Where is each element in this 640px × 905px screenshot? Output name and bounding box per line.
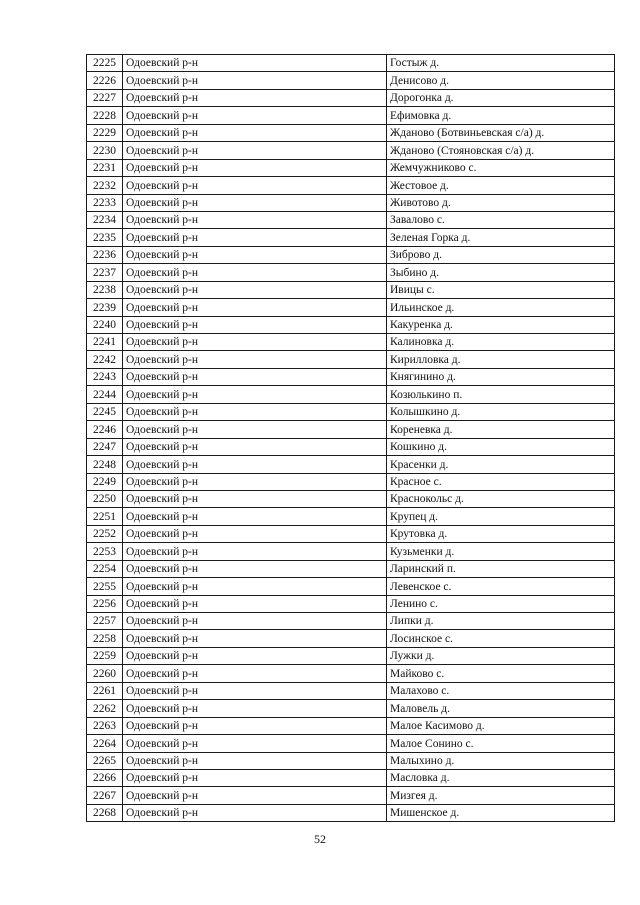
- district-cell: Одоевский р-н: [123, 421, 387, 438]
- row-number-cell: 2244: [87, 386, 123, 403]
- row-number-cell: 2238: [87, 281, 123, 298]
- district-cell: Одоевский р-н: [123, 525, 387, 542]
- table-row: [87, 107, 615, 124]
- table-row: [87, 543, 615, 560]
- table-row: [87, 281, 615, 298]
- locality-cell: Крупец д.: [387, 508, 615, 525]
- district-cell: Одоевский р-н: [123, 142, 387, 159]
- row-number-cell: 2263: [87, 717, 123, 734]
- table-row: [87, 735, 615, 752]
- row-number-cell: 2234: [87, 211, 123, 228]
- district-cell: Одоевский р-н: [123, 647, 387, 664]
- table-row: [87, 613, 615, 630]
- table-row: [87, 456, 615, 473]
- district-cell: Одоевский р-н: [123, 264, 387, 281]
- locality-cell: Калиновка д.: [387, 334, 615, 351]
- locality-cell: Жданово (Стояновская с/а) д.: [387, 142, 615, 159]
- table-row: [87, 804, 615, 821]
- table-row: [87, 508, 615, 525]
- table-row: [87, 647, 615, 664]
- table-row: [87, 787, 615, 804]
- locality-cell: Краснокольс д.: [387, 490, 615, 507]
- district-cell: Одоевский р-н: [123, 55, 387, 72]
- locality-cell: Зиброво д.: [387, 246, 615, 263]
- district-cell: Одоевский р-н: [123, 543, 387, 560]
- district-cell: Одоевский р-н: [123, 159, 387, 176]
- row-number-cell: 2247: [87, 438, 123, 455]
- locality-cell: Ефимовка д.: [387, 107, 615, 124]
- locality-cell: Маловель д.: [387, 700, 615, 717]
- district-cell: Одоевский р-н: [123, 299, 387, 316]
- district-cell: Одоевский р-н: [123, 804, 387, 821]
- table-row: [87, 386, 615, 403]
- locality-cell: Ленино с.: [387, 595, 615, 612]
- district-cell: Одоевский р-н: [123, 769, 387, 786]
- locality-cell: Какуренка д.: [387, 316, 615, 333]
- district-cell: Одоевский р-н: [123, 368, 387, 385]
- locality-cell: Колышкино д.: [387, 403, 615, 420]
- locality-cell: Майково с.: [387, 665, 615, 682]
- locality-cell: Кирилловка д.: [387, 351, 615, 368]
- district-cell: Одоевский р-н: [123, 194, 387, 211]
- table-row: [87, 717, 615, 734]
- locality-cell: Зеленая Горка д.: [387, 229, 615, 246]
- table-row: [87, 490, 615, 507]
- row-number-cell: 2257: [87, 613, 123, 630]
- district-cell: Одоевский р-н: [123, 334, 387, 351]
- row-number-cell: 2240: [87, 316, 123, 333]
- row-number-cell: 2259: [87, 647, 123, 664]
- district-cell: Одоевский р-н: [123, 403, 387, 420]
- locality-cell: Кошкино д.: [387, 438, 615, 455]
- table-body: [87, 55, 615, 822]
- row-number-cell: 2237: [87, 264, 123, 281]
- district-cell: Одоевский р-н: [123, 316, 387, 333]
- table-row: [87, 769, 615, 786]
- table-row: [87, 194, 615, 211]
- table-row: [87, 334, 615, 351]
- row-number-cell: 2266: [87, 769, 123, 786]
- locality-cell: Гостыж д.: [387, 55, 615, 72]
- table-row: [87, 525, 615, 542]
- table-row: [87, 578, 615, 595]
- locality-cell: Красенки д.: [387, 456, 615, 473]
- locality-cell: Завалово с.: [387, 211, 615, 228]
- row-number-cell: 2265: [87, 752, 123, 769]
- table-row: [87, 159, 615, 176]
- row-number-cell: 2252: [87, 525, 123, 542]
- locality-cell: Ильинское д.: [387, 299, 615, 316]
- row-number-cell: 2246: [87, 421, 123, 438]
- table-row: [87, 560, 615, 577]
- table-row: [87, 89, 615, 106]
- table-row: [87, 752, 615, 769]
- locality-cell: Ларинский п.: [387, 560, 615, 577]
- locality-cell: Жданово (Ботвиньевская с/а) д.: [387, 124, 615, 141]
- row-number-cell: 2231: [87, 159, 123, 176]
- table-row: [87, 264, 615, 281]
- row-number-cell: 2250: [87, 490, 123, 507]
- row-number-cell: 2233: [87, 194, 123, 211]
- locality-cell: Денисово д.: [387, 72, 615, 89]
- row-number-cell: 2228: [87, 107, 123, 124]
- district-cell: Одоевский р-н: [123, 456, 387, 473]
- row-number-cell: 2236: [87, 246, 123, 263]
- table-row: [87, 630, 615, 647]
- district-cell: Одоевский р-н: [123, 107, 387, 124]
- row-number-cell: 2227: [87, 89, 123, 106]
- locality-cell: Жестовое д.: [387, 177, 615, 194]
- locality-cell: Зыбино д.: [387, 264, 615, 281]
- table-row: [87, 299, 615, 316]
- row-number-cell: 2258: [87, 630, 123, 647]
- row-number-cell: 2264: [87, 735, 123, 752]
- row-number-cell: 2225: [87, 55, 123, 72]
- district-cell: Одоевский р-н: [123, 560, 387, 577]
- district-cell: Одоевский р-н: [123, 281, 387, 298]
- row-number-cell: 2242: [87, 351, 123, 368]
- table-row: [87, 55, 615, 72]
- locality-cell: Крутовка д.: [387, 525, 615, 542]
- row-number-cell: 2268: [87, 804, 123, 821]
- district-cell: Одоевский р-н: [123, 246, 387, 263]
- district-cell: Одоевский р-н: [123, 72, 387, 89]
- locality-cell: Малое Касимово д.: [387, 717, 615, 734]
- table-row: [87, 595, 615, 612]
- locality-cell: Дорогонка д.: [387, 89, 615, 106]
- locality-cell: Малое Сонино с.: [387, 735, 615, 752]
- district-cell: Одоевский р-н: [123, 595, 387, 612]
- row-number-cell: 2245: [87, 403, 123, 420]
- district-cell: Одоевский р-н: [123, 386, 387, 403]
- district-cell: Одоевский р-н: [123, 665, 387, 682]
- table-row: [87, 124, 615, 141]
- table-row: [87, 368, 615, 385]
- table-row: [87, 211, 615, 228]
- locality-cell: Мизгея д.: [387, 787, 615, 804]
- district-cell: Одоевский р-н: [123, 211, 387, 228]
- locality-cell: Лужки д.: [387, 647, 615, 664]
- row-number-cell: 2249: [87, 473, 123, 490]
- locality-cell: Левенское с.: [387, 578, 615, 595]
- table-row: [87, 473, 615, 490]
- table-row: [87, 403, 615, 420]
- row-number-cell: 2235: [87, 229, 123, 246]
- locality-cell: Лосинское с.: [387, 630, 615, 647]
- district-cell: Одоевский р-н: [123, 630, 387, 647]
- district-cell: Одоевский р-н: [123, 752, 387, 769]
- row-number-cell: 2261: [87, 682, 123, 699]
- row-number-cell: 2255: [87, 578, 123, 595]
- locality-cell: Липки д.: [387, 613, 615, 630]
- locality-cell: Малыхино д.: [387, 752, 615, 769]
- district-cell: Одоевский р-н: [123, 508, 387, 525]
- settlement-table: [86, 54, 615, 822]
- table-row: [87, 700, 615, 717]
- locality-cell: Кореневка д.: [387, 421, 615, 438]
- district-cell: Одоевский р-н: [123, 351, 387, 368]
- locality-cell: Кузьменки д.: [387, 543, 615, 560]
- row-number-cell: 2260: [87, 665, 123, 682]
- row-number-cell: 2243: [87, 368, 123, 385]
- district-cell: Одоевский р-н: [123, 177, 387, 194]
- locality-cell: Княгинино д.: [387, 368, 615, 385]
- district-cell: Одоевский р-н: [123, 490, 387, 507]
- district-cell: Одоевский р-н: [123, 473, 387, 490]
- table-row: [87, 682, 615, 699]
- district-cell: Одоевский р-н: [123, 735, 387, 752]
- row-number-cell: 2262: [87, 700, 123, 717]
- locality-cell: Малахово с.: [387, 682, 615, 699]
- row-number-cell: 2241: [87, 334, 123, 351]
- district-cell: Одоевский р-н: [123, 717, 387, 734]
- row-number-cell: 2254: [87, 560, 123, 577]
- row-number-cell: 2232: [87, 177, 123, 194]
- district-cell: Одоевский р-н: [123, 578, 387, 595]
- locality-cell: Животово д.: [387, 194, 615, 211]
- district-cell: Одоевский р-н: [123, 438, 387, 455]
- district-cell: Одоевский р-н: [123, 787, 387, 804]
- row-number-cell: 2248: [87, 456, 123, 473]
- locality-cell: Жемчужниково с.: [387, 159, 615, 176]
- locality-cell: Масловка д.: [387, 769, 615, 786]
- table-row: [87, 142, 615, 159]
- table-row: [87, 72, 615, 89]
- row-number-cell: 2251: [87, 508, 123, 525]
- table-row: [87, 438, 615, 455]
- table-row: [87, 316, 615, 333]
- row-number-cell: 2239: [87, 299, 123, 316]
- row-number-cell: 2256: [87, 595, 123, 612]
- table-row: [87, 665, 615, 682]
- table-row: [87, 229, 615, 246]
- district-cell: Одоевский р-н: [123, 124, 387, 141]
- locality-cell: Козюлькино п.: [387, 386, 615, 403]
- district-cell: Одоевский р-н: [123, 89, 387, 106]
- district-cell: Одоевский р-н: [123, 229, 387, 246]
- table-row: [87, 421, 615, 438]
- district-cell: Одоевский р-н: [123, 682, 387, 699]
- row-number-cell: 2230: [87, 142, 123, 159]
- table-row: [87, 177, 615, 194]
- row-number-cell: 2226: [87, 72, 123, 89]
- locality-cell: Ивицы с.: [387, 281, 615, 298]
- district-cell: Одоевский р-н: [123, 613, 387, 630]
- locality-cell: Красное с.: [387, 473, 615, 490]
- table-row: [87, 246, 615, 263]
- row-number-cell: 2229: [87, 124, 123, 141]
- locality-cell: Мишенское д.: [387, 804, 615, 821]
- table-row: [87, 351, 615, 368]
- row-number-cell: 2253: [87, 543, 123, 560]
- district-cell: Одоевский р-н: [123, 700, 387, 717]
- row-number-cell: 2267: [87, 787, 123, 804]
- page-number: 52: [314, 832, 326, 846]
